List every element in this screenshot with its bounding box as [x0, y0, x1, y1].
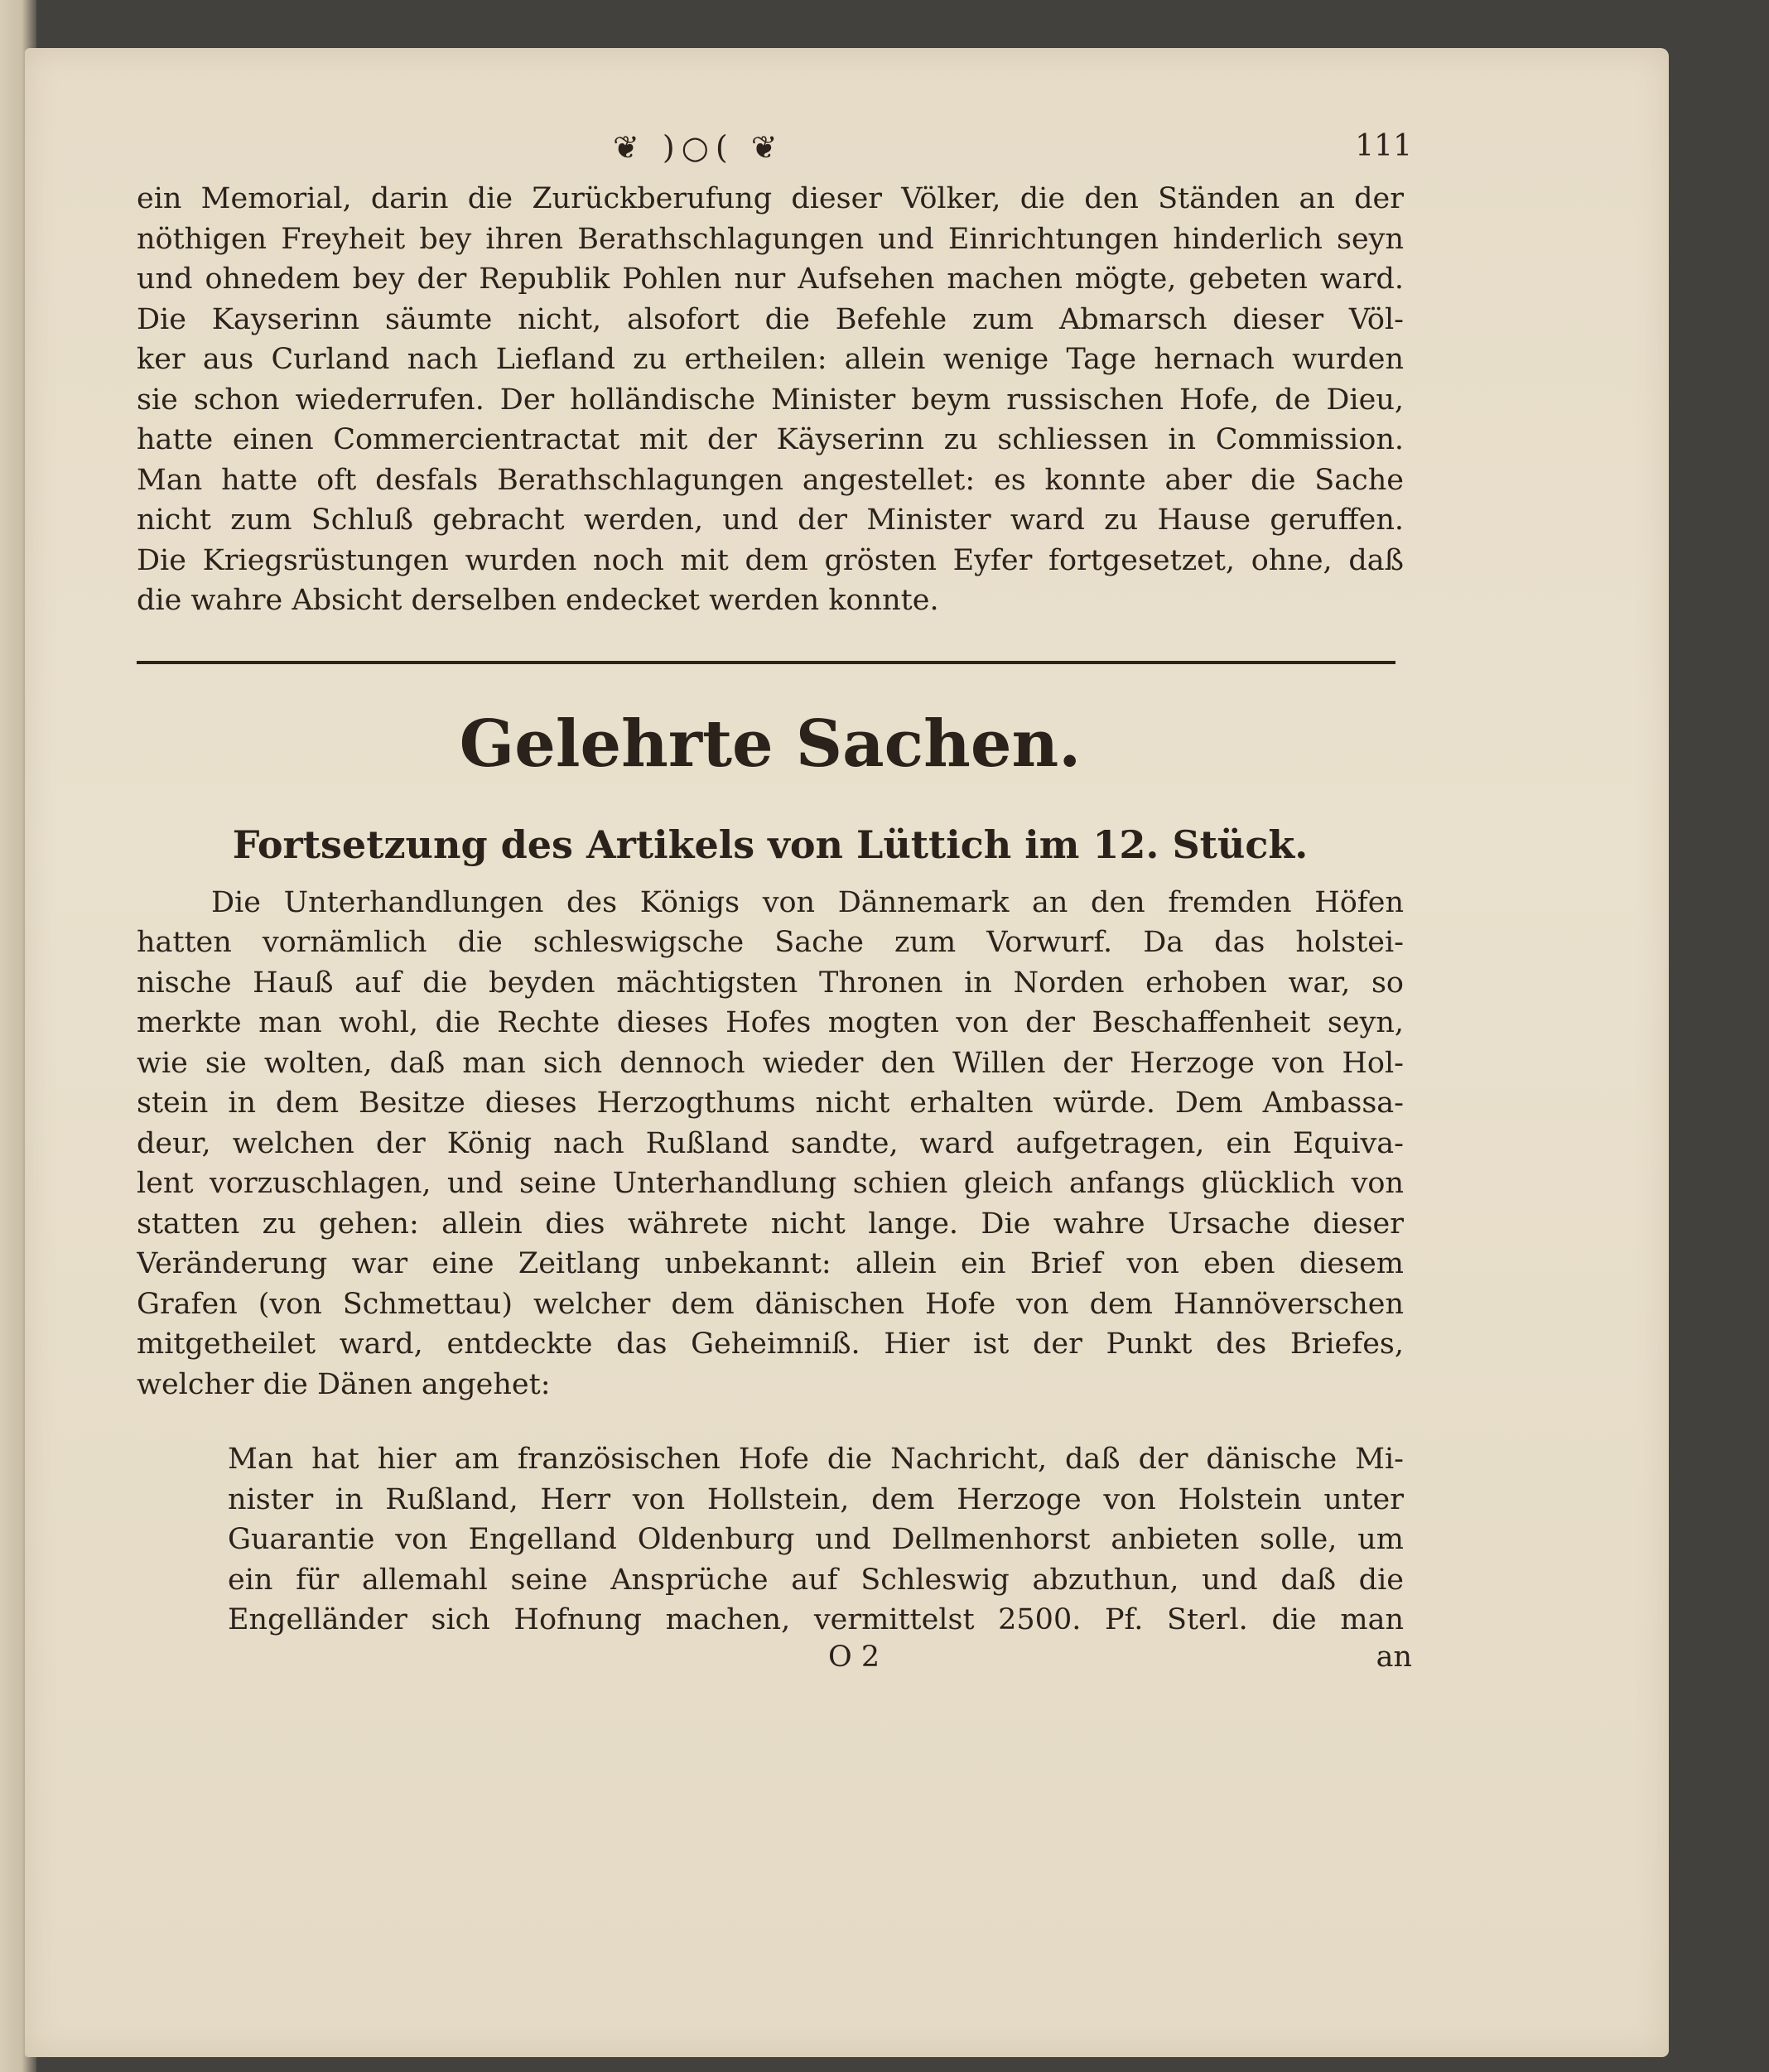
- section-heading: Gelehrte Sachen.: [459, 706, 1082, 782]
- text-line: lent vorzuschlagen, und seine Unterhandlung schien gleich anfangs glücklich von: [137, 1167, 1404, 1200]
- text-line: nicht zum Schluß gebracht werden, und der Minister ward zu Hause geruffen.: [137, 504, 1404, 537]
- text-line: sie schon wiederrufen. Der holländische Minister beym russischen Hofe, de Dieu,: [137, 383, 1404, 417]
- running-header: [137, 129, 1412, 179]
- text-line: stein in dem Besitze dieses Herzogthums nicht erhalten würde. Dem Ambassa-: [137, 1087, 1404, 1120]
- catchword: an: [1376, 1640, 1412, 1674]
- text-line: Veränderung war eine Zeitlang unbekannt: allein ein Brief von eben diesem: [137, 1247, 1404, 1280]
- quote-line: nister in Rußland, Herr von Hollstein, dem Herzoge von Holstein unter: [228, 1482, 1404, 1516]
- text-line: deur, welchen der König nach Rußland sandte, ward aufgetragen, ein Equiva-: [137, 1126, 1404, 1160]
- page-number: 111: [1355, 129, 1412, 163]
- quote-line: Engelländer sich Hofnung machen, vermittelst 2500. Pf. Sterl. die man: [228, 1603, 1404, 1636]
- quoted-letter: [228, 1439, 1404, 1641]
- header-ornament: ❦ )○( ❦: [613, 129, 784, 166]
- text-line: und ohnedem bey der Republik Pohlen nur Aufsehen machen mögte, gebeten ward.: [137, 263, 1404, 296]
- quote-line: Guarantie von Engelland Oldenburg und Dellmenhorst anbieten solle, um: [228, 1523, 1404, 1556]
- text-line: nische Hauß auf die beyden mächtigsten Thronen in Norden erhoben war, so: [137, 966, 1404, 1000]
- quote-line: Man hat hier am französischen Hofe die Nachricht, daß der dänische Mi-: [228, 1443, 1404, 1476]
- quote-line: ein für allemahl seine Ansprüche auf Schleswig abzuthun, und daß die: [228, 1563, 1404, 1597]
- text-line: mitgetheilet ward, entdeckte das Geheimniß. Hier ist der Punkt des Briefes,: [137, 1328, 1404, 1361]
- text-line: hatte einen Commercientractat mit der Käyserinn zu schliessen in Commission.: [137, 423, 1404, 456]
- page-footer: [137, 1640, 1412, 1684]
- book-page: [25, 48, 1669, 2057]
- text-line: Man hatte oft desfals Berathschlagungen angestellet: es konnte aber die Sache: [137, 463, 1404, 497]
- article-paragraph: [137, 883, 1404, 1405]
- section-divider: [137, 661, 1395, 664]
- text-line: ein Memorial, darin die Zurückberufung dieser Völker, die den Ständen an der: [137, 182, 1404, 215]
- text-line: wie sie wolten, daß man sich dennoch wieder den Willen der Herzoge von Hol-: [137, 1046, 1404, 1080]
- text-line: die wahre Absicht derselben endecket werden konnte.: [137, 584, 939, 617]
- text-line: ker aus Curland nach Liefland zu ertheilen: allein wenige Tage hernach wurden: [137, 343, 1404, 376]
- text-line: Grafen (von Schmettau) welcher dem dänischen Hofe von dem Hannöverschen: [137, 1287, 1404, 1321]
- text-line: Die Kriegsrüstungen wurden noch mit dem grösten Eyfer fortgesetzet, ohne, daß: [137, 543, 1404, 577]
- text-line: statten zu gehen: allein dies währete nicht lange. Die wahre Ursache dieser: [137, 1207, 1404, 1241]
- text-line: hatten vornämlich die schleswigsche Sache zum Vorwurf. Da das holstei-: [137, 926, 1404, 959]
- text-line: nöthigen Freyheit bey ihren Berathschlagungen und Einrichtungen hinderlich seyn: [137, 222, 1404, 256]
- article-title: Fortsetzung des Artikels von Lüttich im 12. Stück.: [232, 822, 1309, 867]
- text-line: welcher die Dänen angehet:: [137, 1367, 551, 1401]
- signature-mark: O 2: [828, 1640, 880, 1674]
- news-paragraph: [137, 179, 1404, 621]
- text-line: merkte man wohl, die Rechte dieses Hofes mogten von der Beschaffenheit seyn,: [137, 1006, 1404, 1039]
- page-body: [137, 129, 1412, 1684]
- text-line: Die Kayserinn säumte nicht, alsofort die Befehle zum Abmarsch dieser Völ-: [137, 302, 1404, 336]
- text-line: Die Unterhandlungen des Königs von Dännemark an den fremden Höfen: [211, 885, 1404, 919]
